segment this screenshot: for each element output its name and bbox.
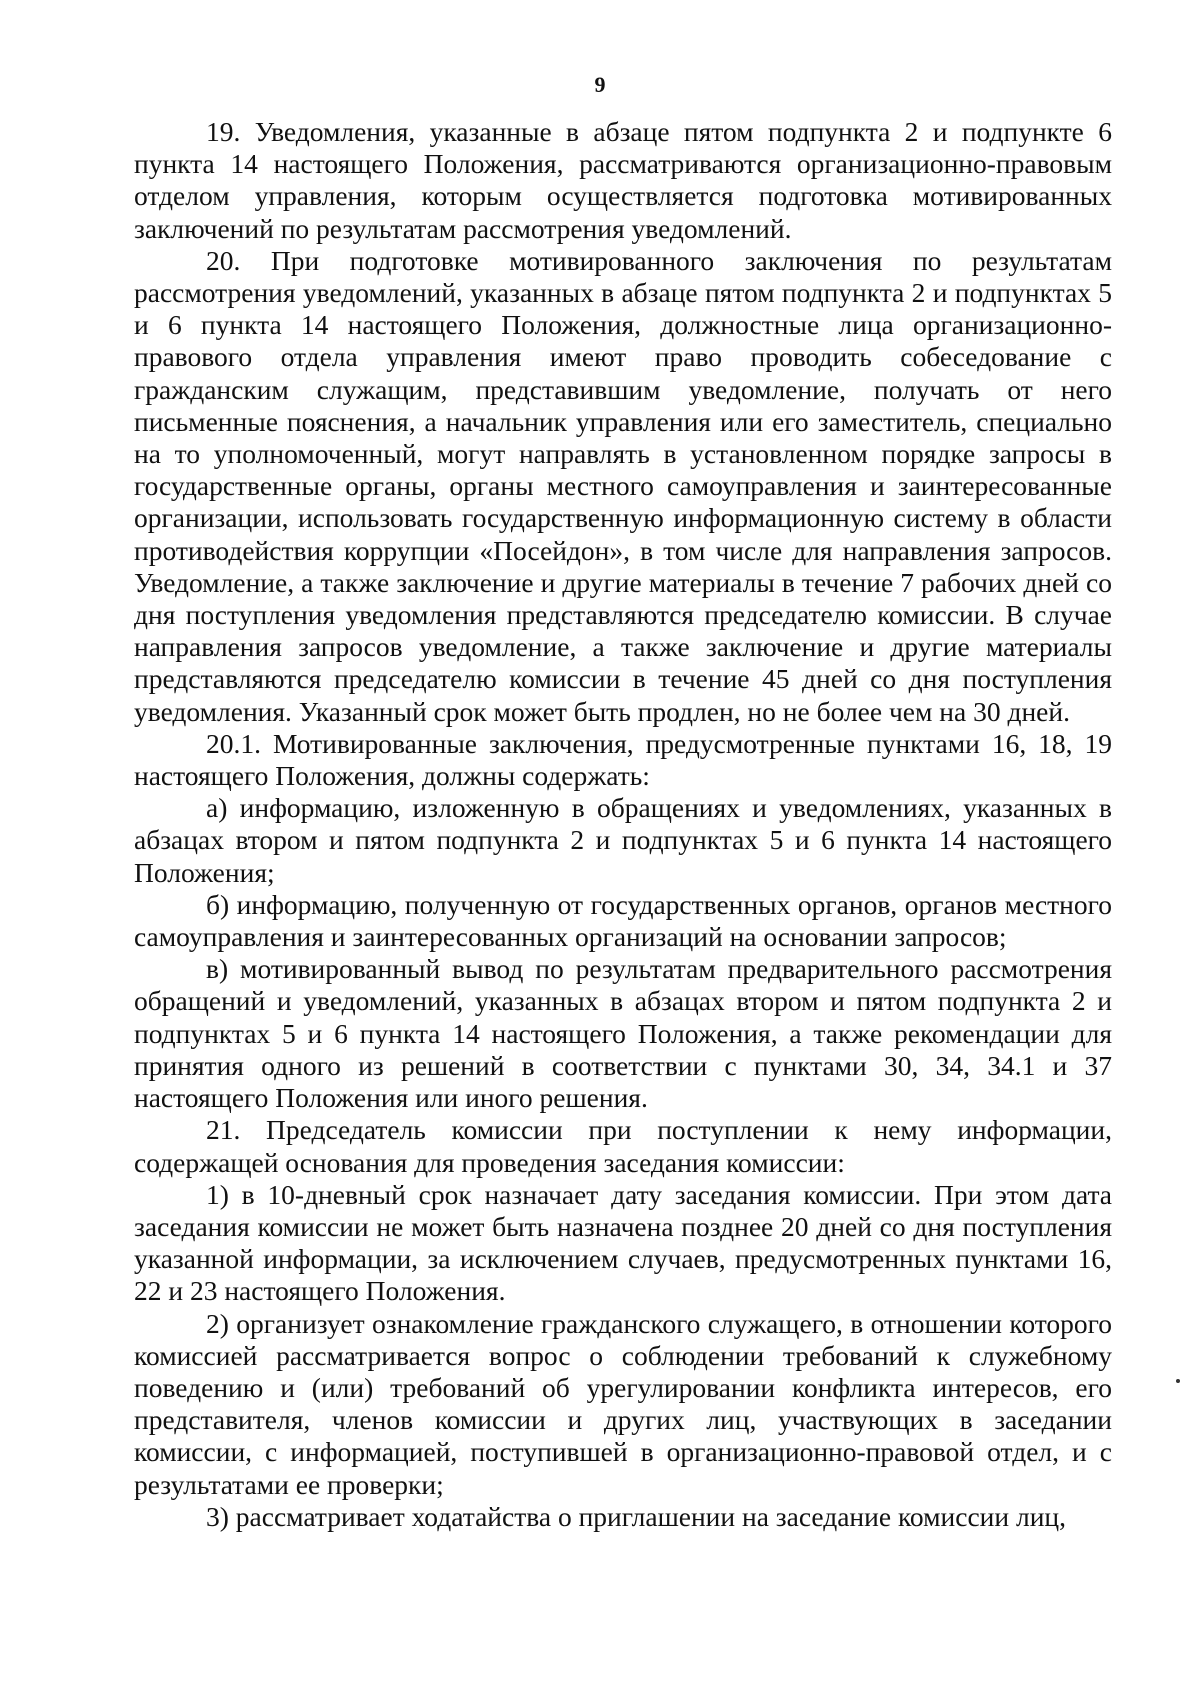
paragraph-20-1-v: в) мотивированный вывод по результатам предварительного рассмотрения обращений и уведомлений, указанных в абзацах втором и пятом подпункта 2 и подпунктах 5 и 6 пункта 14 настоящего Положения, а также рекомендации для принятия одного из решений в соответствии с пунктами 30, 34, 34.1 и 37 настоящего Положения или иного решения. xyxy=(134,953,1112,1114)
paragraph-19: 19. Уведомления, указанные в абзаце пятом подпункта 2 и подпункте 6 пункта 14 настоящего Положения, рассматриваются организационно-правовым отделом управления, которым осуществляется подготовка мотивированных заключений по результатам рассмотрения уведомлений. xyxy=(134,116,1112,244)
paragraph-20: 20. При подготовке мотивированного заключения по результатам рассмотрения уведомлений, указанных в абзаце пятом подпункта 2 и подпунктах 5 и 6 пункта 14 настоящего Положения, должностные лица организационно-правового отдела управления имеют право проводить собеседование с гражданским служащим, представившим уведомление, получать от него письменные пояснения, а начальник управления или его заместитель, специально на то уполномоченный, могут направлять в установленном порядке запросы в государственные органы, органы местного самоуправления и заинтересованные организации, использовать государственную информационную систему в области противодействия коррупции «Посейдон», в том числе для направления запросов. Уведомление, а также заключение и другие материалы в течение 7 рабочих дней со дня поступления уведомления представляются председателю комиссии. В случае направления запросов уведомление, а также заключение и другие материалы представляются председателю комиссии в течение 45 дней со дня поступления уведомления. Указанный срок может быть продлен, но не более чем на 30 дней. xyxy=(134,244,1112,727)
paragraph-20-1-a: а) информацию, изложенную в обращениях и уведомлениях, указанных в абзацах втором и пятом подпункта 2 и подпунктах 5 и 6 пункта 14 настоящего Положения; xyxy=(134,792,1112,888)
paragraph-21: 21. Председатель комиссии при поступлении к нему информации, содержащей основания для проведения заседания комиссии: xyxy=(134,1114,1112,1178)
scan-speck xyxy=(1176,1379,1180,1383)
paragraph-21-2: 2) организует ознакомление гражданского служащего, в отношении которого комиссией рассматривается вопрос о соблюдении требований к служебному поведению и (или) требований об урегулировании конфликта интересов, его представителя, членов комиссии и других лиц, участвующих в заседании комиссии, с информацией, поступившей в организационно-правовой отдел, и с результатами ее проверки; xyxy=(134,1307,1112,1500)
paragraph-21-1: 1) в 10-дневный срок назначает дату заседания комиссии. При этом дата заседания комиссии не может быть назначена позднее 20 дней со дня поступления указанной информации, за исключением случаев, предусмотренных пунктами 16, 22 и 23 настоящего Положения. xyxy=(134,1178,1112,1307)
paragraph-20-1-b: б) информацию, полученную от государственных органов, органов местного самоуправления и заинтересованных организаций на основании запросов; xyxy=(134,888,1112,953)
document-body xyxy=(134,116,1112,1533)
page-number: 9 xyxy=(594,72,606,97)
paragraph-21-3: 3) рассматривает ходатайства о приглашении на заседание комиссии лиц, xyxy=(206,1500,1067,1532)
paragraph-20-1: 20.1. Мотивированные заключения, предусмотренные пунктами 16, 18, 19 настоящего Положения, должны содержать: xyxy=(134,727,1112,792)
